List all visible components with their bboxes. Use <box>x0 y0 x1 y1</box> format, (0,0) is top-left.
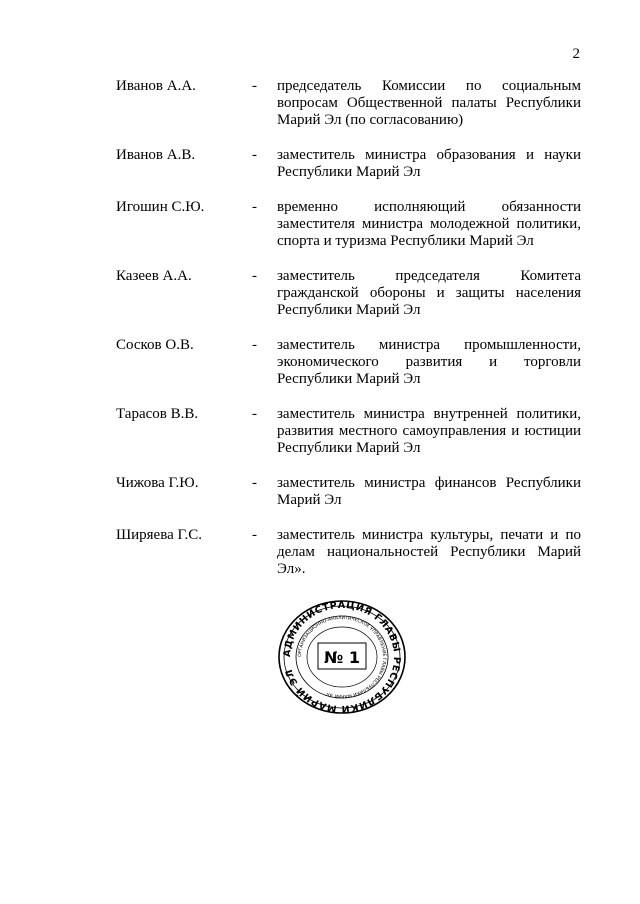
member-role: заместитель министра образования и науки Республики Марий Эл <box>277 147 581 180</box>
member-row <box>116 527 586 578</box>
seal-number: № 1 <box>324 648 360 667</box>
member-role: временно исполняющий обязанности заместителя министра молодежной политики, спорта и туризма Республики Марий Эл <box>277 199 581 249</box>
member-name: Иванов А.А. <box>116 78 196 94</box>
member-role: заместитель министра финансов Республики Марий Эл <box>277 475 581 508</box>
member-name: Чижова Г.Ю. <box>116 475 199 491</box>
member-role: заместитель министра культуры, печати и по делам национальностей Республики Марий Эл». <box>277 527 581 577</box>
member-row <box>116 475 586 509</box>
member-role: заместитель министра внутренней политики, развития местного самоуправления и юстиции Республики Марий Эл <box>277 406 581 456</box>
seal-outer-text: АДМИНИСТРАЦИЯ ГЛАВЫ РЕСПУБЛИКИ МАРИЙ ЭЛ <box>281 599 403 715</box>
member-name: Игошин С.Ю. <box>116 199 205 215</box>
member-row <box>116 147 586 181</box>
member-name: Сосков О.В. <box>116 337 194 353</box>
page-number: 2 <box>572 46 580 62</box>
member-role: заместитель министра промышленности, экономического развития и торговли Республики Марий Эл <box>277 337 581 387</box>
member-dash: - <box>252 78 257 94</box>
member-row <box>116 78 586 129</box>
member-dash: - <box>252 527 257 543</box>
member-dash: - <box>252 147 257 163</box>
member-name: Ширяева Г.С. <box>116 527 202 543</box>
member-dash: - <box>252 406 257 422</box>
member-role: заместитель председателя Комитета гражданской обороны и защиты населения Республики Марий Эл <box>277 268 581 318</box>
seal-inner-text: ОРГАНИЗАЦИОННО-АНАЛИТИЧЕСКОЕ УПРАВЛЕНИЕ ГЛАВЫ РЕСПУБЛИКИ МАРИЙ ЭЛ <box>297 615 387 699</box>
member-name: Иванов А.В. <box>116 147 196 163</box>
member-row <box>116 337 586 388</box>
member-role: председатель Комиссии по социальным вопросам Общественной палаты Республики Марий Эл (по согласованию) <box>277 78 581 128</box>
member-dash: - <box>252 199 257 215</box>
member-dash: - <box>252 268 257 284</box>
member-row <box>116 406 586 457</box>
member-name: Тарасов В.В. <box>116 406 199 422</box>
member-row <box>116 199 586 250</box>
member-dash: - <box>252 475 257 491</box>
member-dash: - <box>252 337 257 353</box>
official-seal <box>276 599 408 715</box>
member-row <box>116 268 586 319</box>
member-name: Казеев А.А. <box>116 268 192 284</box>
